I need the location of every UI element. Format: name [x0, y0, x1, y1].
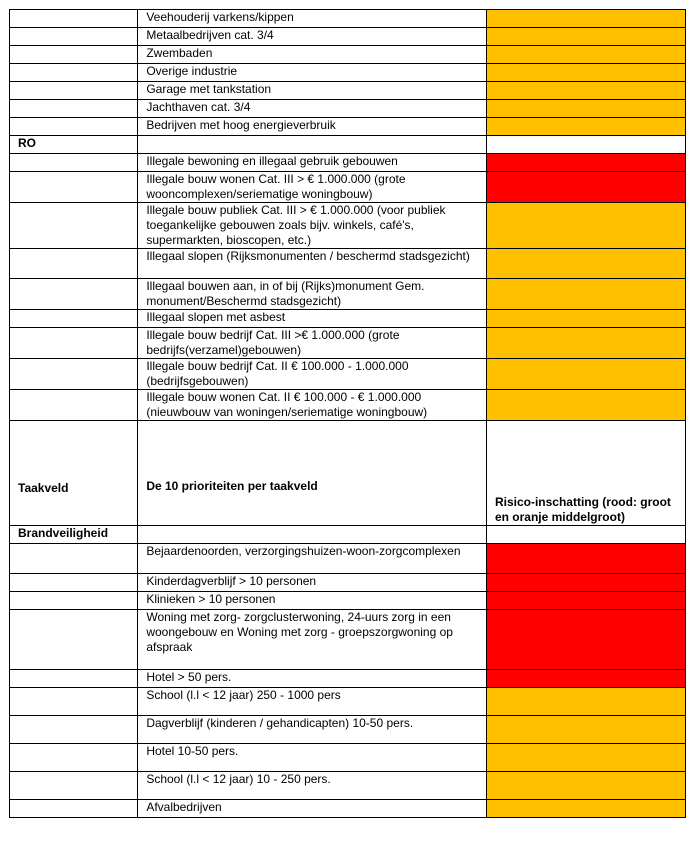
- risk-indicator: [486, 390, 685, 421]
- empty-cell: [10, 203, 138, 249]
- table-row: [10, 800, 686, 818]
- empty-cell: [10, 390, 138, 421]
- empty-cell: [10, 688, 138, 716]
- table-row: [10, 772, 686, 800]
- table-row: [10, 716, 686, 744]
- empty-cell: [10, 64, 138, 82]
- empty-cell: [138, 136, 487, 154]
- empty-cell: [10, 359, 138, 390]
- empty-cell: [10, 716, 138, 744]
- table-row: [10, 744, 686, 772]
- risk-indicator: [486, 610, 685, 670]
- empty-cell: [138, 526, 487, 544]
- table-row: [10, 28, 686, 46]
- priority-label: Illegale bouw bedrijf Cat. III >€ 1.000.000 (grote bedrijfs(verzamel)gebouwen): [138, 328, 487, 359]
- empty-cell: [10, 574, 138, 592]
- section-row-ro: [10, 136, 686, 154]
- empty-cell: [10, 670, 138, 688]
- risk-indicator: [486, 28, 685, 46]
- priority-label: School (l.l < 12 jaar) 10 - 250 pers.: [138, 772, 487, 800]
- risk-indicator: [486, 716, 685, 744]
- table-row: [10, 249, 686, 279]
- risk-indicator: [486, 744, 685, 772]
- empty-cell: [10, 328, 138, 359]
- empty-cell: [10, 172, 138, 203]
- priority-label: Zwembaden: [138, 46, 487, 64]
- risk-indicator: [486, 279, 685, 310]
- risk-indicator: [486, 800, 685, 818]
- table-row: [10, 100, 686, 118]
- header-row: [10, 421, 686, 526]
- empty-cell: [10, 118, 138, 136]
- risk-indicator: [486, 118, 685, 136]
- priority-label: Veehouderij varkens/kippen: [138, 10, 487, 28]
- table-row: [10, 310, 686, 328]
- header-risico: Risico-inschatting (rood: groot en oranje middelgroot): [486, 421, 685, 526]
- empty-cell: [10, 744, 138, 772]
- table-row: [10, 544, 686, 574]
- risk-indicator: [486, 46, 685, 64]
- table-row: [10, 359, 686, 390]
- section-label: RO: [10, 136, 138, 154]
- priority-label: Illegale bewoning en illegaal gebruik gebouwen: [138, 154, 487, 172]
- priority-label: School (l.l < 12 jaar) 250 - 1000 pers: [138, 688, 487, 716]
- header-prioriteiten: De 10 prioriteiten per taakveld: [138, 421, 487, 526]
- priority-label: Bedrijven met hoog energieverbruik: [138, 118, 487, 136]
- table-row: [10, 610, 686, 670]
- table-row: [10, 118, 686, 136]
- empty-cell: [10, 249, 138, 279]
- table-row: [10, 390, 686, 421]
- priority-label: Illegale bouw publiek Cat. III > € 1.000.000 (voor publiek toegankelijke gebouwen zoals bijv. winkels, café's, supermarkten, bioscopen, etc.): [138, 203, 487, 249]
- empty-cell: [10, 154, 138, 172]
- priority-label: Kinderdagverblijf > 10 personen: [138, 574, 487, 592]
- empty-cell: [10, 610, 138, 670]
- risk-indicator: [486, 82, 685, 100]
- priority-table: [9, 9, 686, 818]
- section-label: Brandveiligheid: [10, 526, 138, 544]
- table-row: [10, 46, 686, 64]
- empty-cell: [10, 46, 138, 64]
- table-row: [10, 10, 686, 28]
- priority-label: Bejaardenoorden, verzorgingshuizen-woon-zorgcomplexen: [138, 544, 487, 574]
- risk-indicator: [486, 772, 685, 800]
- risk-indicator: [486, 203, 685, 249]
- empty-cell: [10, 10, 138, 28]
- table-row: [10, 203, 686, 249]
- empty-cell: [10, 310, 138, 328]
- section-row-brandveiligheid: [10, 526, 686, 544]
- risk-indicator: [486, 574, 685, 592]
- priority-label: Overige industrie: [138, 64, 487, 82]
- table-row: [10, 82, 686, 100]
- empty-cell: [10, 592, 138, 610]
- priority-label: Illegaal slopen met asbest: [138, 310, 487, 328]
- priority-label: Afvalbedrijven: [138, 800, 487, 818]
- priority-label: Illegaal bouwen aan, in of bij (Rijks)monument Gem. monument/Beschermd stadsgezicht): [138, 279, 487, 310]
- empty-cell: [486, 136, 685, 154]
- table-row: [10, 328, 686, 359]
- priority-label: Garage met tankstation: [138, 82, 487, 100]
- empty-cell: [10, 772, 138, 800]
- table-row: [10, 64, 686, 82]
- risk-indicator: [486, 544, 685, 574]
- empty-cell: [10, 28, 138, 46]
- risk-indicator: [486, 64, 685, 82]
- table-row: [10, 172, 686, 203]
- empty-cell: [10, 800, 138, 818]
- priority-label: Hotel 10-50 pers.: [138, 744, 487, 772]
- risk-indicator: [486, 249, 685, 279]
- risk-indicator: [486, 10, 685, 28]
- priority-label: Klinieken > 10 personen: [138, 592, 487, 610]
- empty-cell: [10, 82, 138, 100]
- risk-indicator: [486, 670, 685, 688]
- table-row: [10, 574, 686, 592]
- priority-label: Illegale bouw bedrijf Cat. II € 100.000 - 1.000.000 (bedrijfsgebouwen): [138, 359, 487, 390]
- empty-cell: [10, 100, 138, 118]
- risk-indicator: [486, 100, 685, 118]
- risk-indicator: [486, 310, 685, 328]
- priority-label: Jachthaven cat. 3/4: [138, 100, 487, 118]
- priority-label: Woning met zorg- zorgclusterwoning, 24-uurs zorg in een woongebouw en Woning met zorg - groepszorgwoning op afspraak: [138, 610, 487, 670]
- empty-cell: [10, 544, 138, 574]
- risk-indicator: [486, 154, 685, 172]
- risk-indicator: [486, 328, 685, 359]
- empty-cell: [10, 279, 138, 310]
- header-taakveld: Taakveld: [10, 421, 138, 526]
- table-row: [10, 670, 686, 688]
- empty-cell: [486, 526, 685, 544]
- table-row: [10, 279, 686, 310]
- table-row: [10, 688, 686, 716]
- table-row: [10, 154, 686, 172]
- risk-indicator: [486, 172, 685, 203]
- priority-label: Illegale bouw wonen Cat. II € 100.000 - € 1.000.000 (nieuwbouw van woningen/seriematige woningbouw): [138, 390, 487, 421]
- table-row: [10, 592, 686, 610]
- priority-label: Dagverblijf (kinderen / gehandicapten) 10-50 pers.: [138, 716, 487, 744]
- risk-indicator: [486, 688, 685, 716]
- priority-label: Hotel > 50 pers.: [138, 670, 487, 688]
- risk-indicator: [486, 359, 685, 390]
- priority-label: Metaalbedrijven cat. 3/4: [138, 28, 487, 46]
- priority-label: Illegale bouw wonen Cat. III > € 1.000.000 (grote wooncomplexen/seriematige woningbouw): [138, 172, 487, 203]
- priority-label: Illegaal slopen (Rijksmonumenten / beschermd stadsgezicht): [138, 249, 487, 279]
- risk-indicator: [486, 592, 685, 610]
